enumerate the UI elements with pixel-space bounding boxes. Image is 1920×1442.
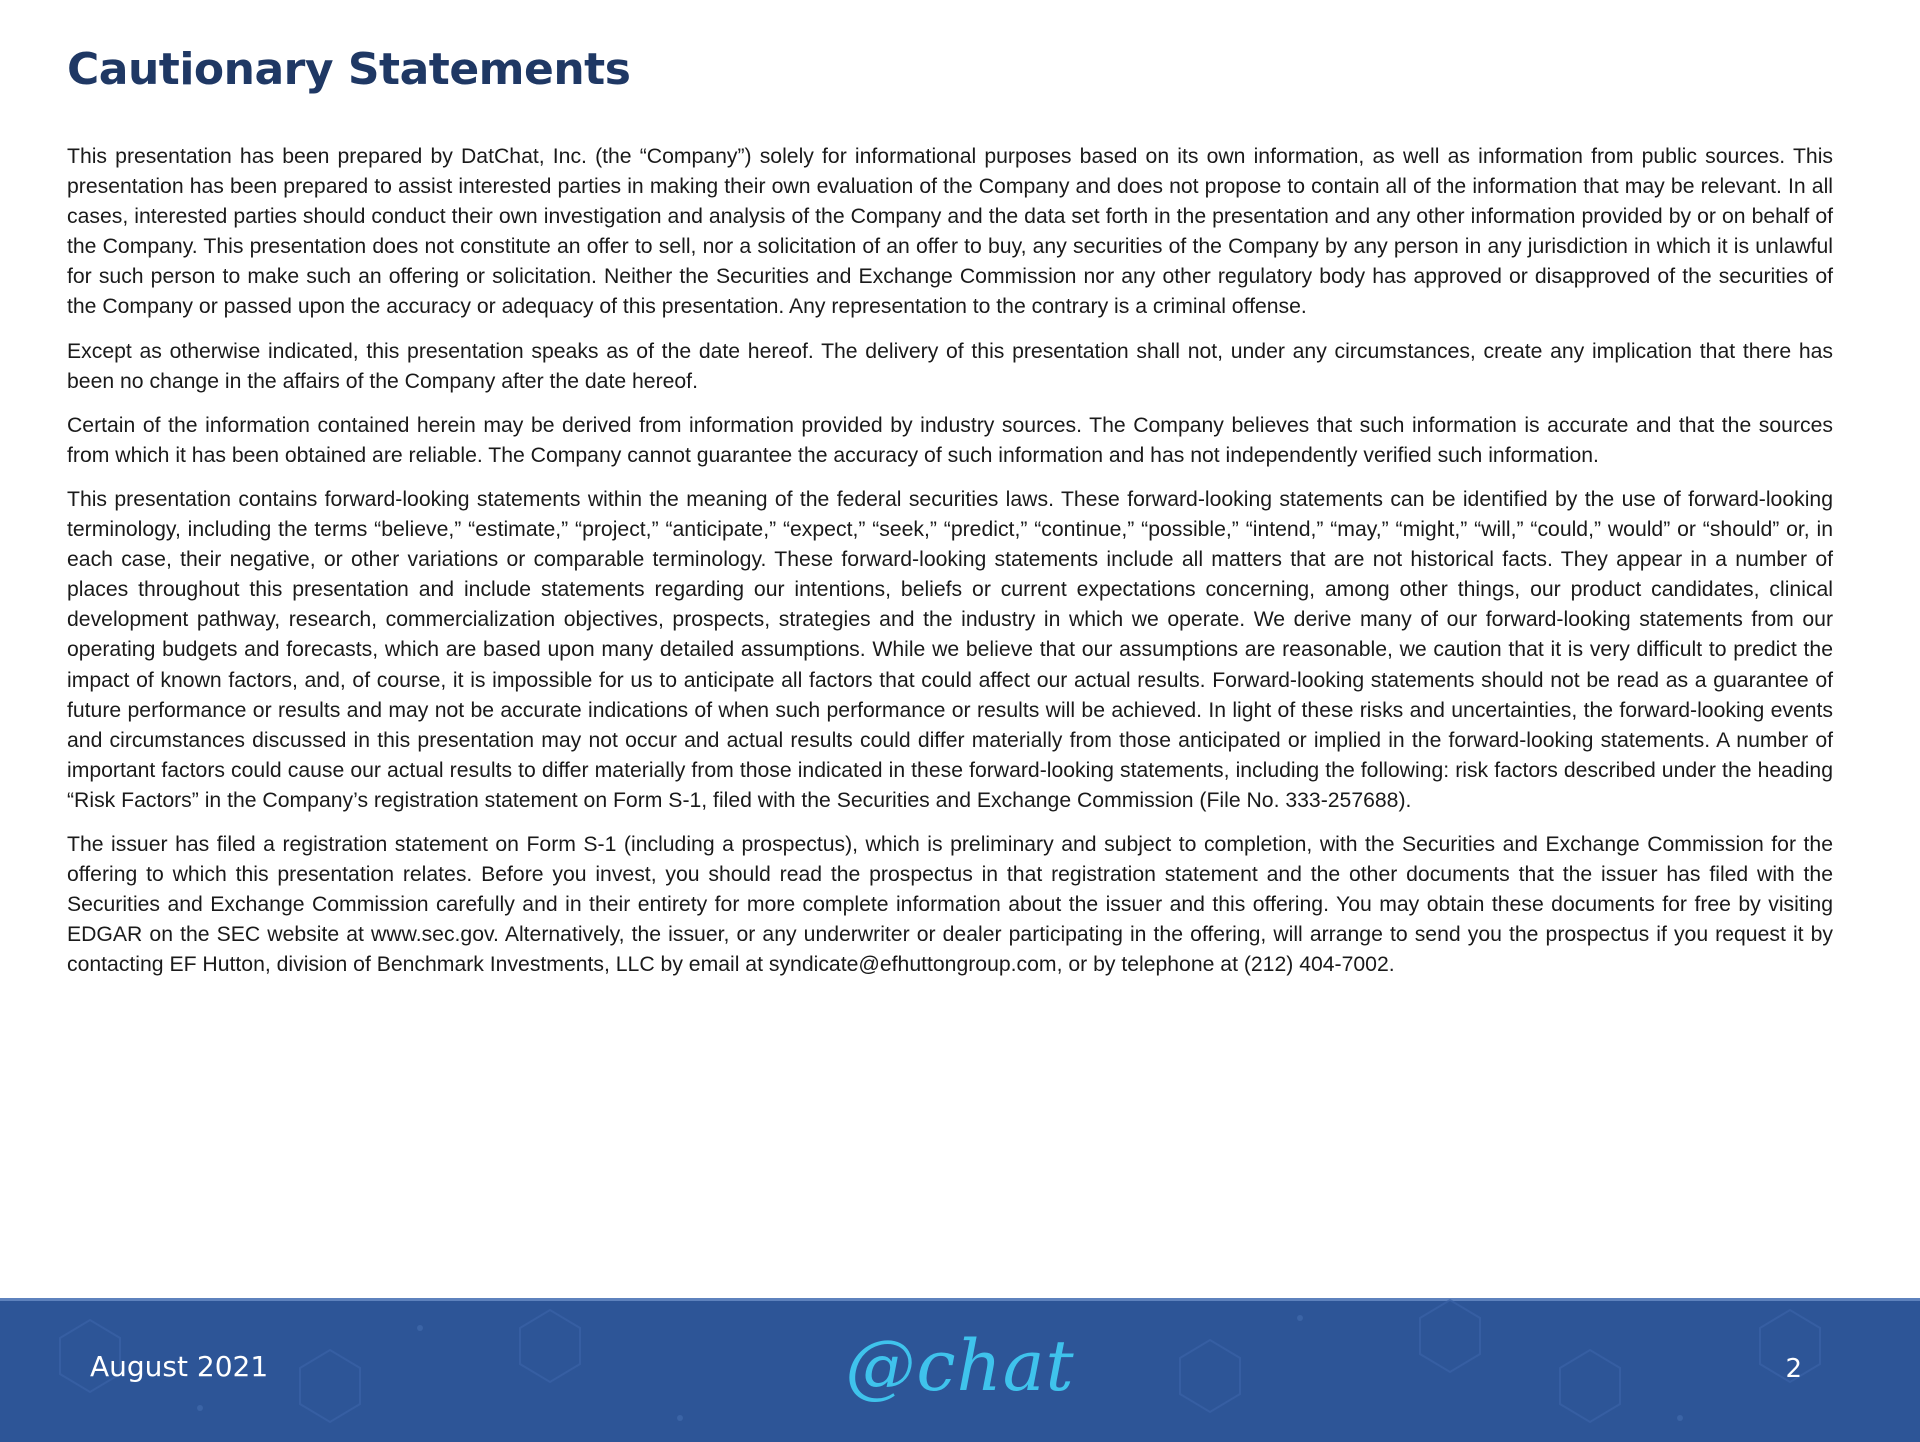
paragraph-registration-statement: The issuer has filed a registration statement on Form S-1 (including a prospectus), which is preliminary and subject to completion, with the Securities and Exchange Commission for the offering to which this presentation relates. Before you invest, you should read the prospectus in that registration statement and the other documents that the issuer has filed with the Securities and Exchange Commission carefully and in their entirety for more complete information about the issuer and this offering. You may obtain these documents for free by visiting EDGAR on the SEC website at www.sec.gov. Alternatively, the issuer, or any underwriter or dealer participating in the offering, will arrange to send you the prospectus if you request it by contacting EF Hutton, division of Benchmark Investments, LLC by email at syndicate@efhuttongroup.com, or by telephone at (212) 404-7002.	[67, 832, 1833, 977]
paragraph-disclaimer: This presentation has been prepared by DatChat, Inc. (the “Company”) solely for informational purposes based on its own information, as well as information from public sources. This presentation has been prepared to assist interested parties in making their own evaluation of the Company and does not propose to contain all of the information that may be relevant. In all cases, interested parties should conduct their own investigation and analysis of the Company and the data set forth in the presentation and any other information provided by or on behalf of the Company. This presentation does not constitute an offer to sell, nor a solicitation of an offer to buy, any securities of the Company by any person in any jurisdiction in which it is unlawful for such person to make such an offering or solicitation. Neither the Securities and Exchange Commission nor any other regulatory body has approved or disapproved of the securities of the Company or passed upon the accuracy or adequacy of this presentation. Any representation to the contrary is a criminal offense.	[67, 145, 1833, 319]
paragraph-date-reference: Except as otherwise indicated, this presentation speaks as of the date hereof. The delivery of this presentation shall not, under any circumstances, create any implication that there has been no change in the affairs of the Company after the date hereof.	[67, 339, 1833, 393]
page-title: Cautionary Statements	[67, 44, 631, 95]
paragraph-industry-sources: Certain of the information contained herein may be derived from information provided by industry sources. The Company believes that such information is accurate and that the sources from which it has been obtained are reliable. The Company cannot guarantee the accuracy of such information and has not independently verified such information.	[67, 413, 1833, 467]
cautionary-text-body	[67, 142, 1833, 994]
paragraph-forward-looking: This presentation contains forward-looking statements within the meaning of the federal securities laws. These forward-looking statements can be identified by the use of forward-looking terminology, including the terms “believe,” “estimate,” “project,” “anticipate,” “expect,” “seek,” “predict,” “continue,” “possible,” “intend,” “may,” “might,” “will,” “could,” would” or “should” or, in each case, their negative, or other variations or comparable terminology. These forward-looking statements include all matters that are not historical facts. They appear in a number of places throughout this presentation and include statements regarding our intentions, beliefs or current expectations concerning, among other things, our product candidates, clinical development pathway, research, commercialization objectives, prospects, strategies and the industry in which we operate. We derive many of our forward-looking statements from our operating budgets and forecasts, which are based upon many detailed assumptions. While we believe that our assumptions are reasonable, we caution that it is very difficult to predict the impact of known factors, and, of course, it is impossible for us to anticipate all factors that could affect our actual results. Forward-looking statements should not be read as a guarantee of future performance or results and may not be accurate indications of when such performance or results will be achieved. In light of these risks and uncertainties, the forward-looking events and circumstances discussed in this presentation may not occur and actual results could differ materially from those anticipated or implied in the forward-looking statements. A number of important factors could cause our actual results to differ materially from those indicated in these forward-looking statements, including the following: risk factors described under the heading “Risk Factors” in the Company’s registration statement on Form S-1, filed with the Securities and Exchange Commission (File No. 333-257688).	[67, 487, 1833, 812]
page-number: 2	[1785, 1354, 1802, 1384]
datchat-logo: @chat	[845, 1325, 1075, 1407]
footer-bar	[0, 1298, 1920, 1442]
footer-date: August 2021	[90, 1350, 269, 1383]
